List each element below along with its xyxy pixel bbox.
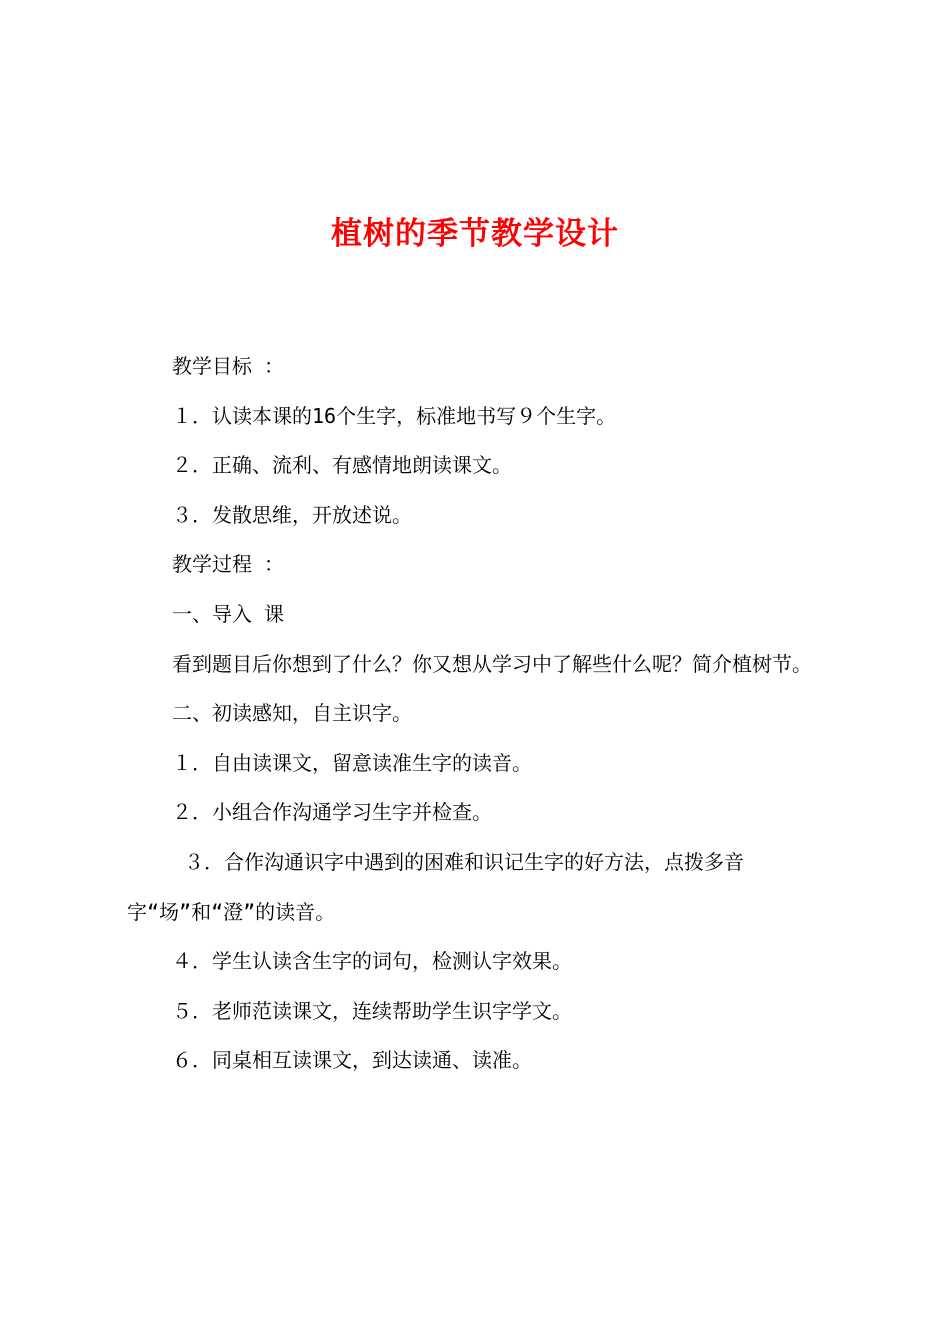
step-item-5: ５．老师范读课文，连续帮助学生识字学文。 [172,998,572,1023]
step-paragraph: 看到题目后你想到了什么？你又想从学习中了解些什么呢？简介植树节。 [172,651,812,676]
objective-item-3: ３．发散思维，开放述说。 [172,502,412,527]
step-heading-1: 一、导入 课 [172,601,285,626]
document-title: 植树的季节教学设计 [331,216,619,252]
step-heading-2: 二、初读感知，自主识字。 [172,701,412,726]
objective-item-1: １．认读本课的16个生字，标准地书写９个生字。 [172,403,617,428]
document-body [127,342,837,1086]
section-heading-objectives: 教学目标 ： [172,354,285,378]
step-item-2: ２．小组合作沟通学习生字并检查。 [172,800,492,825]
objective-item-2: ２．正确、流利、有感情地朗读课文。 [172,453,512,478]
step-item-3: ３．合作沟通识字中遇到的困难和识记生字的好方法，点拨多音字“场”和“澄”的读音。 [127,849,745,924]
step-item-1: １．自由读课文，留意读准生字的读音。 [172,750,532,775]
step-item-4: ４．学生认读含生字的词句，检测认字效果。 [172,949,572,974]
step-item-6: ６．同桌相互读课文，到达读通、读准。 [172,1048,532,1073]
section-heading-process: 教学过程 ： [172,552,285,577]
